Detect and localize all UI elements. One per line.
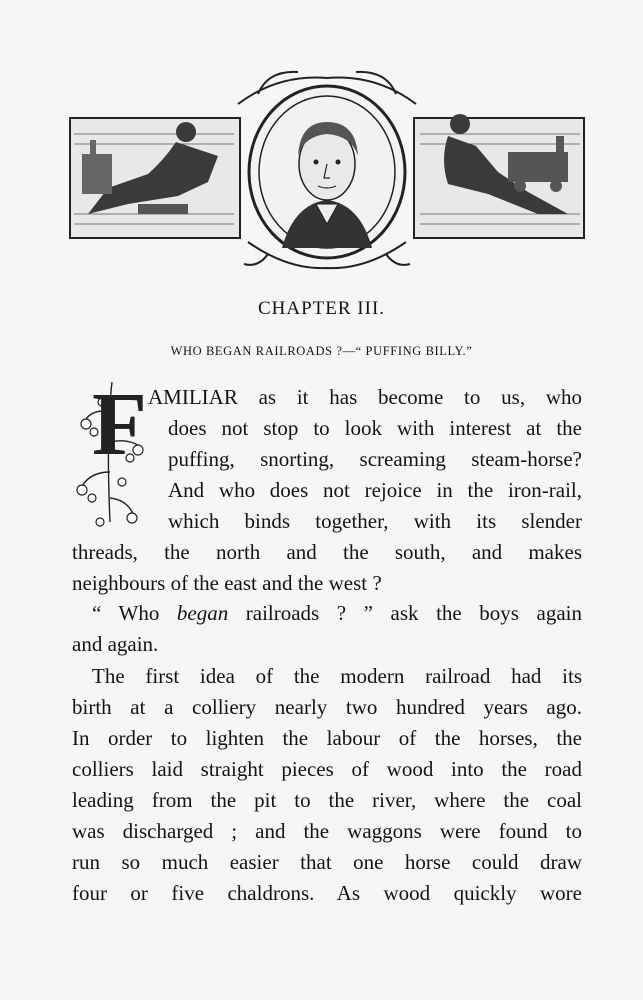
paragraph-1 <box>72 375 582 599</box>
text-line: The first idea of the modern railroad had its <box>92 664 582 688</box>
text-line: puffing, snorting, screaming steam-horse? <box>168 447 582 471</box>
text-line: “ Who began railroads ? ” ask the boys again <box>92 601 582 625</box>
text-line: which binds together, with its slender <box>168 509 582 533</box>
chapter-title: CHAPTER III. <box>257 298 386 319</box>
text-line: was discharged ; and the waggons were found to <box>72 819 582 843</box>
text-line: run so much easier that one horse could draw <box>72 850 582 874</box>
chapter-subtitle: WHO BEGAN RAILROADS ?—“ PUFFING BILLY.” <box>170 344 473 358</box>
text-line: birth at a colliery nearly two hundred years ago. <box>72 695 582 719</box>
text-line: AMILIAR as it has become to us, who <box>148 385 582 409</box>
text-line: colliers laid straight pieces of wood into the road <box>72 757 582 781</box>
paragraph-3 <box>72 661 582 909</box>
text-line: neighbours of the east and the west ? <box>72 571 382 595</box>
drop-cap-letter: F <box>92 375 147 474</box>
emphasized-word: began <box>176 601 229 625</box>
paragraph-2 <box>72 598 582 660</box>
chapter-headpiece-engraving <box>68 64 586 274</box>
text-line: And who does not rejoice in the iron-rail, <box>168 478 582 502</box>
text-line: and again. <box>72 632 159 656</box>
text-line: leading from the pit to the river, where the coal <box>72 788 582 812</box>
text-line: does not stop to look with interest at the <box>168 416 582 440</box>
text-line: In order to lighten the labour of the horses, the <box>72 726 582 750</box>
text-line: threads, the north and the south, and makes <box>72 540 582 564</box>
text-line: four or five chaldrons. As wood quickly wore <box>72 881 582 905</box>
